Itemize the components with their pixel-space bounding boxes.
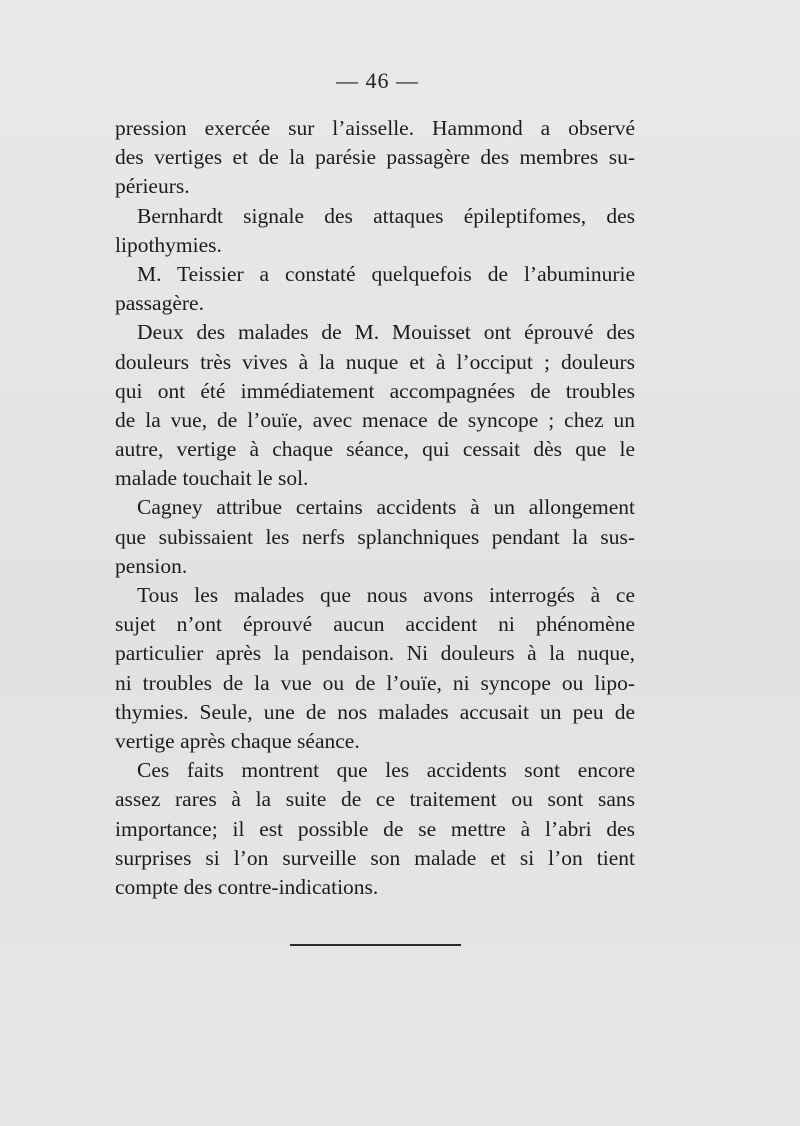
text-line: Ces faits montrent que les accidents sont encore (137, 758, 635, 783)
text-line: Tous les malades que nous avons interrogés à ce (137, 583, 635, 607)
text-line: pension. (115, 553, 188, 578)
text-line: M. Teissier a constaté quelquefois de l’abuminurie (137, 261, 635, 286)
text-line: Cagney attribue certains accidents à un allongement (137, 495, 635, 520)
text-line: vertige après chaque séance. (115, 728, 360, 753)
text-line: lipothymies. (115, 232, 222, 257)
text-line: assez rares à la suite de ce traitement ou sont sans (115, 787, 635, 812)
text-line: Bernhardt signale des attaques épileptifomes, des (137, 203, 635, 228)
text-line: de la vue, de l’ouïe, avec menace de syncope ; chez un (115, 407, 635, 432)
text-line: passagère. (115, 291, 204, 316)
text-line: que subissaient les nerfs splanchniques pendant la sus- (115, 524, 635, 549)
text-line: douleurs très vives à la nuque et à l’occiput ; douleurs (115, 349, 635, 374)
section-separator-rule (290, 944, 461, 946)
text-line: qui ont été immédiatement accompagnées de troubles (115, 378, 635, 403)
text-line: sujet n’ont éprouvé aucun accident ni phénomène (115, 612, 635, 637)
text-line: des vertiges et de la parésie passagère des membres su- (115, 145, 635, 170)
text-line: autre, vertige à chaque séance, qui cessait dès que le (115, 437, 635, 462)
text-line: ni troubles de la vue ou de l’ouïe, ni syncope ou lipo- (115, 670, 635, 695)
text-line: thymies. Seule, une de nos malades accusait un peu de (115, 699, 635, 724)
text-line: surprises si l’on surveille son malade et si l’on tient (115, 845, 635, 870)
text-line: importance; il est possible de se mettre à l’abri des (115, 816, 635, 841)
text-line: périeurs. (115, 174, 190, 199)
text-line: particulier après la pendaison. Ni douleurs à la nuque, (115, 641, 635, 666)
body-text (115, 114, 635, 902)
text-line: Deux des malades de M. Mouisset ont éprouvé des (137, 320, 635, 345)
text-line: compte des contre-indications. (115, 874, 379, 899)
page-number: — 46 — (336, 68, 419, 93)
text-line: malade touchait le sol. (115, 466, 309, 491)
text-line: pression exercée sur l’aisselle. Hammond a observé (115, 116, 635, 140)
